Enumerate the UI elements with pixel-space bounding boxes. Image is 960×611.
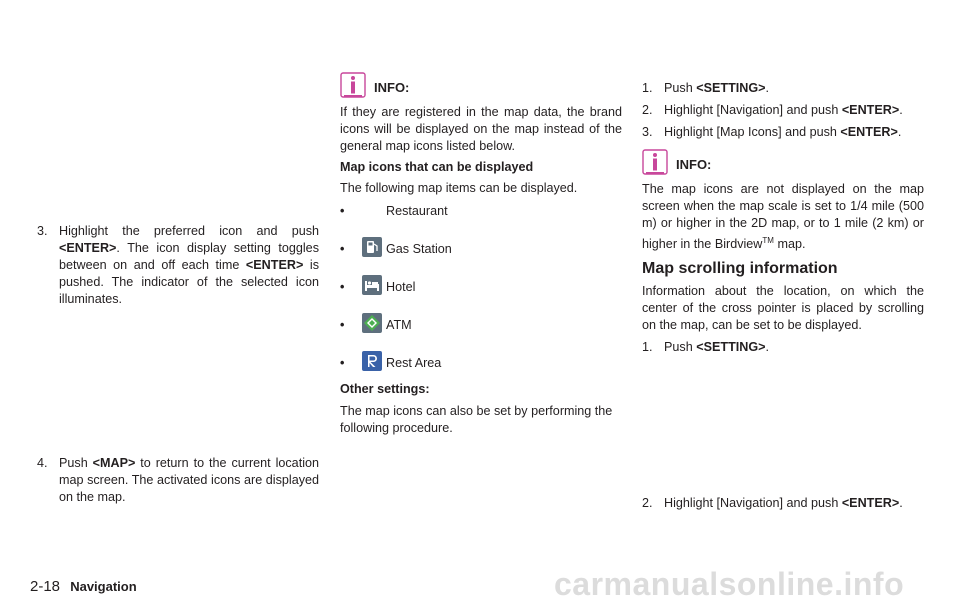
list-item-atm: • ATM <box>340 317 622 355</box>
info-icon <box>642 149 668 175</box>
section-heading: Map scrolling information <box>642 260 838 278</box>
left-column-lower <box>37 455 319 506</box>
middle-column <box>340 72 622 437</box>
scroll-step-1: 1. Push <SETTING>. <box>642 340 770 355</box>
section-heading: Map icons that can be displayed <box>340 160 534 174</box>
info-label: INFO: <box>374 80 410 95</box>
right-step-3: 3. Highlight [Map Icons] and push <ENTER>. <box>642 125 902 139</box>
info-icon <box>340 72 366 98</box>
list-item-hotel: • Hotel <box>340 279 622 317</box>
icon-list <box>340 203 622 381</box>
right-step-2: 2. Highlight [Navigation] and push <ENTER>. <box>642 103 903 117</box>
section-text: Information about the location, on which the center of the cross pointer is placed by scrolling on the map, can be set to be displayed. <box>642 284 924 333</box>
key-enter: <ENTER> <box>841 103 900 117</box>
info-text: If they are registered in the map data, the brand icons will be displayed on the map instead of the general map icons listed below. <box>340 105 622 153</box>
key-setting: <SETTING> <box>696 340 766 355</box>
right-column-lower <box>642 495 932 512</box>
list-item-gas-station: • Gas Station <box>340 241 622 279</box>
info-label: INFO: <box>676 157 712 172</box>
other-settings-text: The map icons can also be set by performing the following procedure. <box>340 404 613 435</box>
watermark: carmanualsonline.info <box>554 566 905 602</box>
step-4: 4. Push <MAP> to return to the current location map screen. The activated icons are displayed on the map. <box>37 456 319 504</box>
step-number: 4. <box>37 456 48 470</box>
scroll-step-2: 2. Highlight [Navigation] and push <ENTER>. <box>642 496 903 510</box>
key-enter: <ENTER> <box>840 125 898 139</box>
page-footer <box>30 578 137 595</box>
gas-station-icon <box>362 237 382 257</box>
left-column <box>37 223 319 308</box>
page-number: 2-18 <box>30 578 61 595</box>
key-enter: <ENTER> <box>59 241 117 255</box>
key-setting: <SETTING> <box>696 81 766 95</box>
intro-text: The following map items can be displayed. <box>340 181 578 195</box>
key-enter: <ENTER> <box>841 496 900 510</box>
right-step-1: 1. Push <SETTING>. <box>642 81 770 95</box>
trademark: TM <box>762 236 774 245</box>
footer-section: Navigation <box>70 579 137 594</box>
step-number: 3. <box>37 224 48 238</box>
info-text: The map icons are not displayed on the map screen when the map scale is set to 1/4 mile (500 m) or higher in the 2D map, or to 1 mile (2 km) or higher in the Birdview™ map. <box>642 182 924 252</box>
info-header <box>642 149 924 175</box>
key-enter: <ENTER> <box>245 258 304 272</box>
list-item-restaurant: • Restaurant <box>340 204 448 218</box>
hotel-icon <box>362 275 382 295</box>
key-map: <MAP> <box>92 456 136 470</box>
right-column <box>642 80 924 356</box>
other-settings-heading: Other settings: <box>340 382 430 396</box>
list-item-rest-area: • Rest Area <box>340 355 622 381</box>
atm-icon <box>362 313 382 333</box>
step-3: 3. Highlight the preferred icon and push <ENTER>. The icon display setting toggles between on and off each time <ENTER> is pushed. The indicator of the selected icon illuminates. <box>37 224 320 306</box>
rest-area-icon <box>362 351 382 371</box>
info-header <box>340 72 622 98</box>
